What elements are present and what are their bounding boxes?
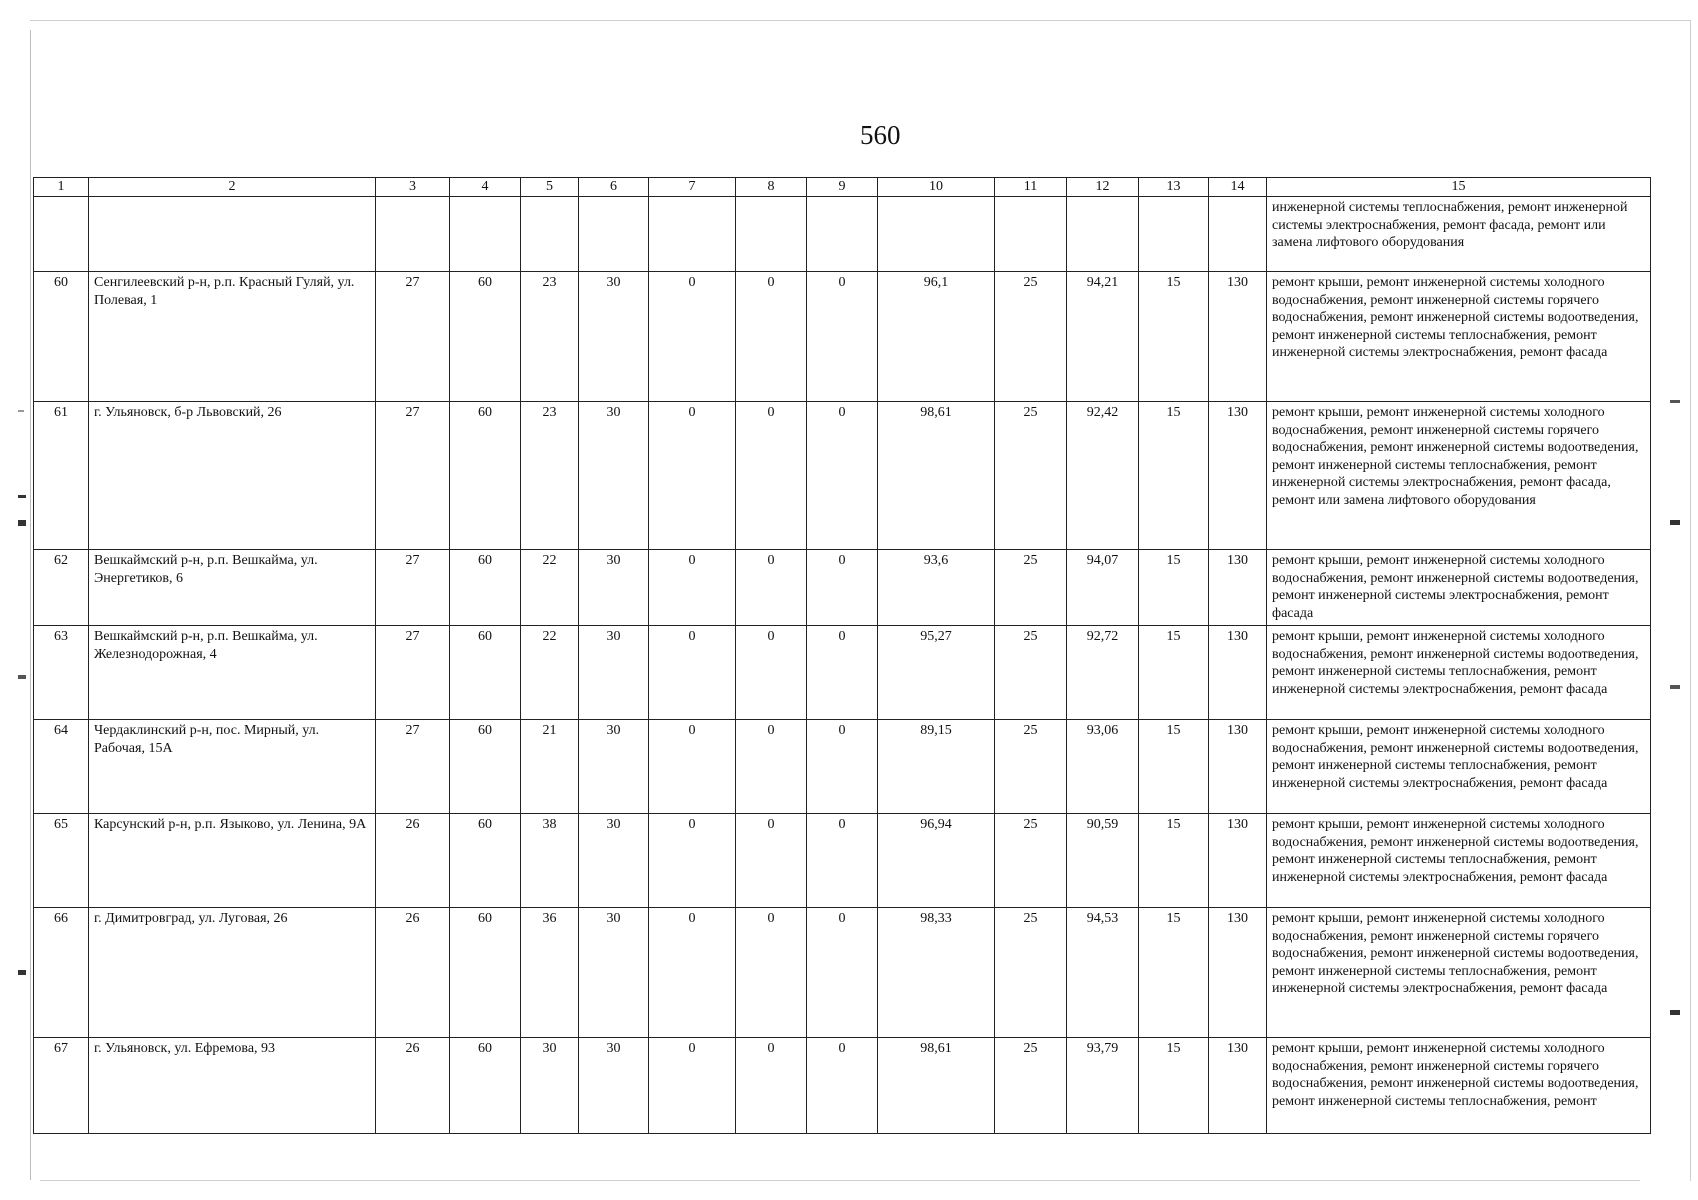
value-cell: 94,07 [1067,550,1139,626]
works-cell: ремонт крыши, ремонт инженерной системы холодного водоснабжения, ремонт инженерной системы водоотведения, ремонт инженерной системы электроснабжения, ремонт фасада [1267,550,1651,626]
page-number: 560 [860,120,901,150]
value-cell: 98,61 [878,1038,995,1134]
value-cell: 30 [579,908,649,1038]
scan-mark [18,410,24,412]
value-cell: 30 [579,814,649,908]
row-number: 61 [34,402,89,550]
value-cell: 94,53 [1067,908,1139,1038]
address-cell: г. Ульяновск, б-р Львовский, 26 [89,402,376,550]
value-cell: 130 [1209,550,1267,626]
value-cell: 89,15 [878,720,995,814]
address-cell: Чердаклинский р-н, пос. Мирный, ул. Рабочая, 15А [89,720,376,814]
value-cell: 130 [1209,626,1267,720]
capital-repair-table [33,177,1651,1134]
value-cell: 0 [649,1038,736,1134]
value-cell: 15 [1139,814,1209,908]
table-body [34,272,1651,1134]
works-cell: инженерной системы теплоснабжения, ремонт инженерной системы электроснабжения, ремонт фасада, ремонт или замена лифтового оборудования [1267,197,1651,272]
column-header: 12 [1067,178,1139,197]
column-header: 1 [34,178,89,197]
value-cell: 0 [807,626,878,720]
value-cell: 27 [376,550,450,626]
value-cell: 0 [736,814,807,908]
value-cell: 0 [649,550,736,626]
value-cell: 96,94 [878,814,995,908]
works-cell: ремонт крыши, ремонт инженерной системы холодного водоснабжения, ремонт инженерной системы горячего водоснабжения, ремонт инженерной системы водоотведения, ремонт инженерной системы теплоснабжения, ремонт инженерной системы электроснабжения, ремонт фасада [1267,272,1651,402]
column-header: 4 [450,178,521,197]
value-cell: 98,33 [878,908,995,1038]
value-cell: 0 [649,626,736,720]
value-cell: 92,42 [1067,402,1139,550]
value-cell: 30 [579,626,649,720]
value-cell: 22 [521,626,579,720]
scan-bottom-line [40,1180,1640,1181]
value-cell: 30 [579,272,649,402]
address-cell: Вешкаймский р-н, р.п. Вешкайма, ул. Энергетиков, 6 [89,550,376,626]
column-header: 13 [1139,178,1209,197]
value-cell: 15 [1139,272,1209,402]
row-number: 64 [34,720,89,814]
table-row [34,550,1651,626]
row-number: 62 [34,550,89,626]
value-cell: 0 [807,908,878,1038]
value-cell: 25 [995,402,1067,550]
value-cell: 0 [736,720,807,814]
value-cell: 60 [450,550,521,626]
scan-mark [1670,400,1680,403]
value-cell: 96,1 [878,272,995,402]
address-cell: Сенгилеевский р-н, р.п. Красный Гуляй, ул. Полевая, 1 [89,272,376,402]
value-cell: 0 [736,908,807,1038]
address-cell: г. Ульяновск, ул. Ефремова, 93 [89,1038,376,1134]
row-number: 63 [34,626,89,720]
value-cell: 22 [521,550,579,626]
value-cell: 0 [807,402,878,550]
value-cell: 27 [376,626,450,720]
value-cell: 27 [376,272,450,402]
value-cell: 25 [995,626,1067,720]
value-cell: 15 [1139,550,1209,626]
column-header: 11 [995,178,1067,197]
value-cell: 95,27 [878,626,995,720]
value-cell: 0 [736,626,807,720]
value-cell: 130 [1209,720,1267,814]
works-cell: ремонт крыши, ремонт инженерной системы холодного водоснабжения, ремонт инженерной системы горячего водоснабжения, ремонт инженерной системы водоотведения, ремонт инженерной системы теплоснабжения, ремонт инженерной системы электроснабжения, ремонт фасада, ремонт или замена лифтового оборудования [1267,402,1651,550]
value-cell: 98,61 [878,402,995,550]
value-cell: 60 [450,814,521,908]
value-cell: 30 [579,402,649,550]
value-cell: 21 [521,720,579,814]
value-cell: 0 [736,550,807,626]
table-row [34,908,1651,1038]
table-row [34,1038,1651,1134]
works-cell: ремонт крыши, ремонт инженерной системы холодного водоснабжения, ремонт инженерной системы водоотведения, ремонт инженерной системы теплоснабжения, ремонт инженерной системы электроснабжения, ремонт фасада [1267,720,1651,814]
value-cell: 26 [376,1038,450,1134]
value-cell: 0 [649,402,736,550]
table-row [34,272,1651,402]
row-number: 60 [34,272,89,402]
value-cell: 93,79 [1067,1038,1139,1134]
value-cell: 130 [1209,814,1267,908]
value-cell: 0 [649,908,736,1038]
column-header: 5 [521,178,579,197]
value-cell: 15 [1139,626,1209,720]
column-header: 15 [1267,178,1651,197]
value-cell: 26 [376,908,450,1038]
table-row [34,626,1651,720]
column-header: 7 [649,178,736,197]
column-header: 8 [736,178,807,197]
column-number-header-row [34,178,1651,197]
value-cell: 60 [450,402,521,550]
row-number: 65 [34,814,89,908]
value-cell: 0 [807,1038,878,1134]
value-cell: 60 [450,626,521,720]
value-cell: 25 [995,908,1067,1038]
value-cell: 0 [649,272,736,402]
value-cell: 60 [450,908,521,1038]
scan-left-edge [30,30,31,1180]
value-cell: 60 [450,1038,521,1134]
value-cell: 60 [450,272,521,402]
scan-mark [1670,685,1680,689]
value-cell: 15 [1139,1038,1209,1134]
value-cell: 93,06 [1067,720,1139,814]
scan-mark [18,675,26,679]
address-cell: Вешкаймский р-н, р.п. Вешкайма, ул. Железнодорожная, 4 [89,626,376,720]
scan-mark [18,495,26,498]
table-row [34,402,1651,550]
value-cell: 90,59 [1067,814,1139,908]
column-header: 10 [878,178,995,197]
value-cell: 130 [1209,1038,1267,1134]
value-cell: 23 [521,402,579,550]
works-cell: ремонт крыши, ремонт инженерной системы холодного водоснабжения, ремонт инженерной системы горячего водоснабжения, ремонт инженерной системы водоотведения, ремонт инженерной системы теплоснабжения, ремонт [1267,1038,1651,1134]
value-cell: 30 [521,1038,579,1134]
continuation-row [34,197,1651,272]
value-cell: 25 [995,272,1067,402]
works-cell: ремонт крыши, ремонт инженерной системы холодного водоснабжения, ремонт инженерной системы горячего водоснабжения, ремонт инженерной системы водоотведения, ремонт инженерной системы теплоснабжения, ремонт инженерной системы электроснабжения, ремонт фасада [1267,908,1651,1038]
scan-mark [1670,520,1680,525]
value-cell: 25 [995,1038,1067,1134]
table-row [34,720,1651,814]
works-cell: ремонт крыши, ремонт инженерной системы холодного водоснабжения, ремонт инженерной системы водоотведения, ремонт инженерной системы теплоснабжения, ремонт инженерной системы электроснабжения, ремонт фасада [1267,814,1651,908]
value-cell: 0 [807,550,878,626]
value-cell: 15 [1139,720,1209,814]
value-cell: 25 [995,550,1067,626]
row-number: 67 [34,1038,89,1134]
address-cell: Карсунский р-н, р.п. Языково, ул. Ленина, 9А [89,814,376,908]
value-cell: 0 [649,814,736,908]
value-cell: 15 [1139,402,1209,550]
column-header: 6 [579,178,649,197]
scan-mark [18,970,26,975]
value-cell: 130 [1209,908,1267,1038]
value-cell: 27 [376,402,450,550]
value-cell: 36 [521,908,579,1038]
value-cell: 130 [1209,402,1267,550]
value-cell: 38 [521,814,579,908]
value-cell: 0 [649,720,736,814]
value-cell: 0 [807,272,878,402]
value-cell: 30 [579,1038,649,1134]
value-cell: 25 [995,720,1067,814]
address-cell: г. Димитровград, ул. Луговая, 26 [89,908,376,1038]
value-cell: 0 [736,272,807,402]
scan-mark [18,520,26,526]
value-cell: 93,6 [878,550,995,626]
works-cell: ремонт крыши, ремонт инженерной системы холодного водоснабжения, ремонт инженерной системы водоотведения, ремонт инженерной системы теплоснабжения, ремонт инженерной системы электроснабжения, ремонт фасада [1267,626,1651,720]
value-cell: 60 [450,720,521,814]
value-cell: 94,21 [1067,272,1139,402]
value-cell: 23 [521,272,579,402]
value-cell: 0 [736,1038,807,1134]
row-number: 66 [34,908,89,1038]
scan-mark [1670,1010,1680,1015]
value-cell: 27 [376,720,450,814]
table-row [34,814,1651,908]
value-cell: 26 [376,814,450,908]
value-cell: 0 [807,720,878,814]
value-cell: 0 [736,402,807,550]
value-cell: 0 [807,814,878,908]
column-header: 14 [1209,178,1267,197]
value-cell: 30 [579,720,649,814]
column-header: 9 [807,178,878,197]
value-cell: 25 [995,814,1067,908]
column-header: 2 [89,178,376,197]
value-cell: 30 [579,550,649,626]
column-header: 3 [376,178,450,197]
value-cell: 92,72 [1067,626,1139,720]
value-cell: 130 [1209,272,1267,402]
value-cell: 15 [1139,908,1209,1038]
